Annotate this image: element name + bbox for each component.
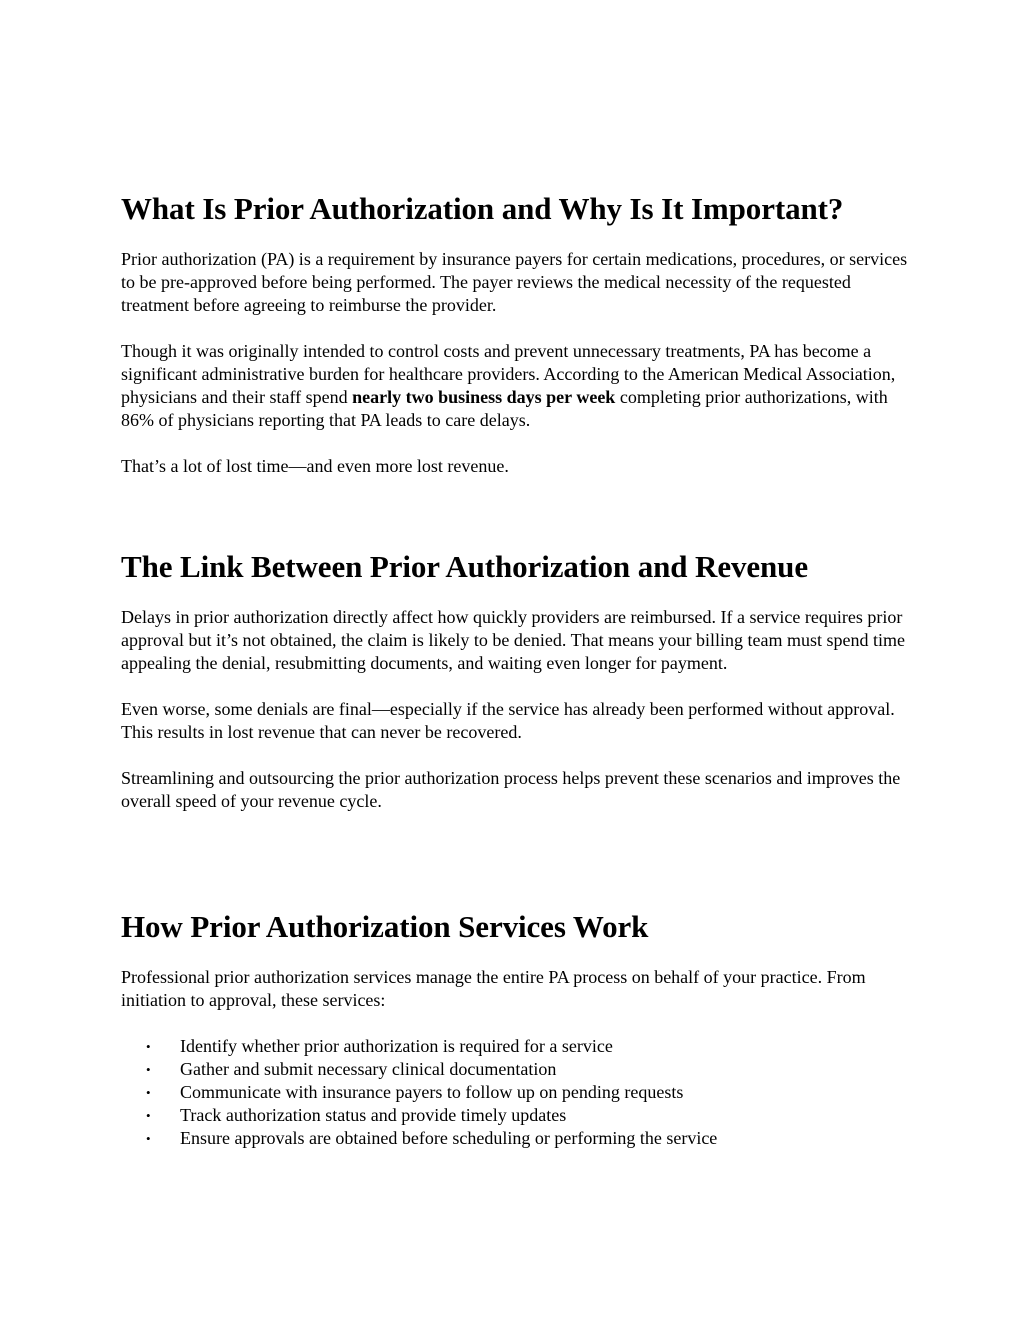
section-how-pa-services-work: [121, 908, 921, 1150]
paragraph: Even worse, some denials are final—especially if the service has already been performed without approval. This results in lost revenue that can never be recovered.: [121, 699, 895, 742]
list-item: [121, 1035, 921, 1058]
list-item-text: Ensure approvals are obtained before scheduling or performing the service: [180, 1128, 718, 1148]
section-link-between-pa-and-revenue: [121, 548, 921, 813]
bullet-icon: •: [146, 1039, 151, 1054]
bullet-icon: •: [146, 1085, 151, 1100]
section-heading: What Is Prior Authorization and Why Is It Important?: [121, 191, 844, 226]
section-heading: How Prior Authorization Services Work: [121, 909, 649, 944]
section-what-is-prior-authorization: [121, 190, 921, 478]
list-item-text: Gather and submit necessary clinical documentation: [180, 1059, 557, 1079]
paragraph: Prior authorization (PA) is a requirement by insurance payers for certain medications, procedures, or services to be pre-approved before being performed. The payer reviews the medical necessity of the requested treatment before agreeing to reimburse the provider.: [121, 249, 908, 315]
paragraph: Streamlining and outsourcing the prior authorization process helps prevent these scenarios and improves the overall speed of your revenue cycle.: [121, 768, 901, 811]
bullet-icon: •: [146, 1131, 151, 1146]
services-list: [121, 1035, 921, 1150]
list-item: [121, 1104, 921, 1127]
list-item: [121, 1081, 921, 1104]
paragraph: That’s a lot of lost time—and even more lost revenue.: [121, 456, 509, 476]
paragraph-text: Though it was originally intended to control costs and prevent unnecessary treatments, PA has become a significant administrative burden for healthcare providers. According to the American Medical Association, physicians and their staff spend: [121, 341, 896, 407]
list-item-text: Identify whether prior authorization is required for a service: [180, 1036, 613, 1056]
bullet-icon: •: [146, 1062, 151, 1077]
list-item-text: Track authorization status and provide timely updates: [180, 1105, 567, 1125]
paragraph: Delays in prior authorization directly affect how quickly providers are reimbursed. If a service requires prior approval but it’s not obtained, the claim is likely to be denied. That means your billing team must spend time appealing the denial, resubmitting documents, and waiting even longer for payment.: [121, 607, 906, 673]
list-item-text: Communicate with insurance payers to follow up on pending requests: [180, 1082, 684, 1102]
paragraph: Professional prior authorization services manage the entire PA process on behalf of your practice. From initiation to approval, these services:: [121, 967, 866, 1010]
list-item: [121, 1127, 921, 1150]
bold-emphasis: nearly two business days per week: [352, 387, 616, 407]
section-heading: The Link Between Prior Authorization and Revenue: [121, 549, 808, 584]
paragraph: [121, 340, 921, 432]
bullet-icon: •: [146, 1108, 151, 1123]
paragraph-text: completing prior authorizations, with 86% of physicians reporting that PA leads to care delays.: [121, 387, 888, 430]
list-item: [121, 1058, 921, 1081]
